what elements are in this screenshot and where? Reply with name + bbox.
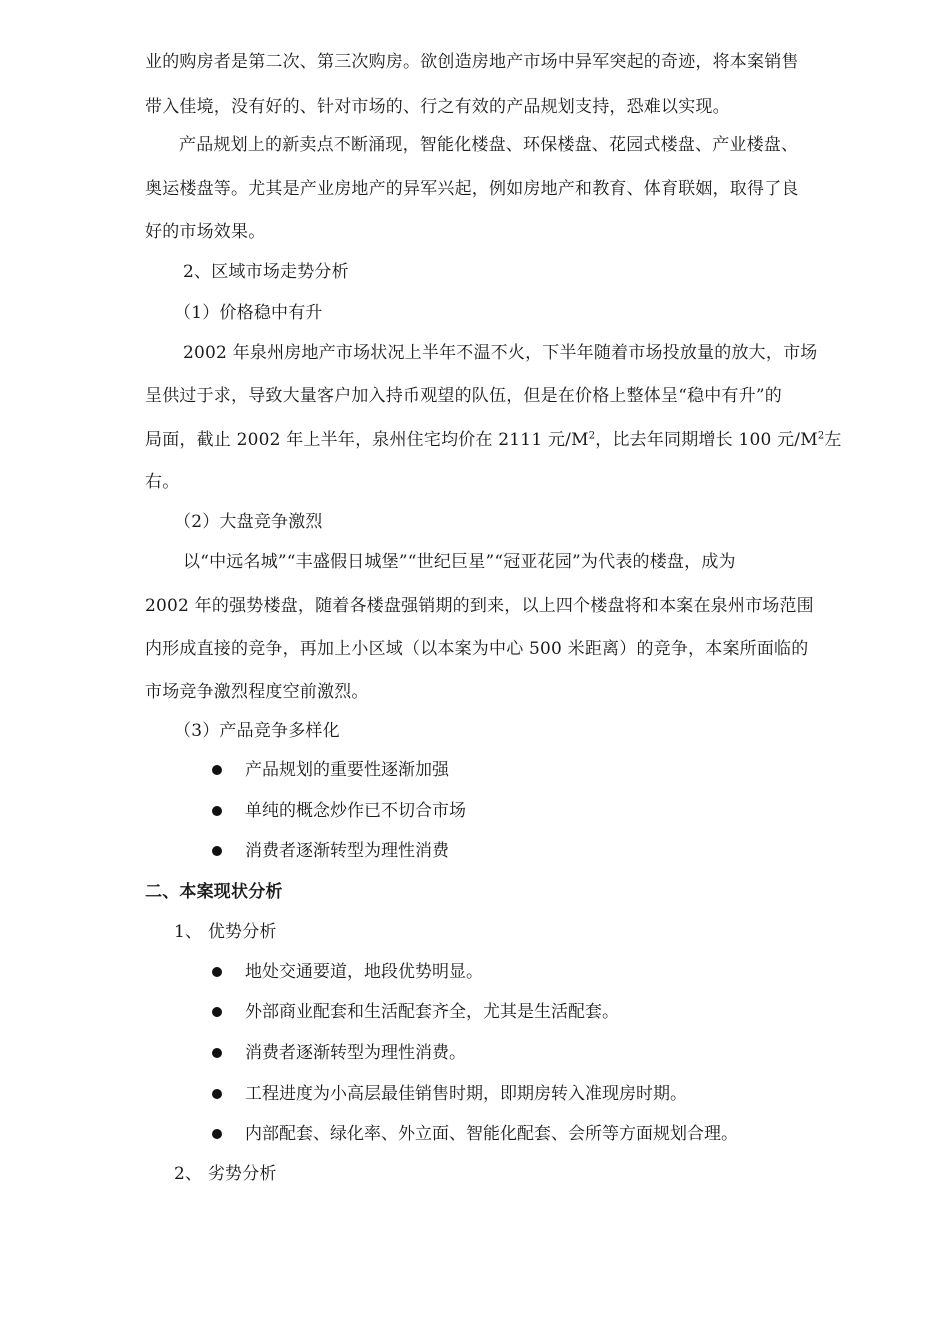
paragraph-line: 带入佳境，没有好的、针对市场的、行之有效的产品规划支持，恐难以实现。: [145, 97, 730, 117]
paragraph-line: 以“中远名城”“丰盛假日城堡”“世纪巨星”“冠亚花园”为代表的楼盘，成为: [183, 552, 736, 572]
list-item: [212, 758, 872, 782]
list-item: [212, 960, 872, 984]
bullet-icon: [212, 1007, 222, 1017]
text-run: ，比去年同期增长 100 元/M: [595, 430, 818, 450]
list-item-text: 消费者逐渐转型为理性消费: [245, 841, 449, 861]
bullet-icon: [212, 765, 222, 775]
paragraph-line: 产品规划上的新卖点不断涌现，智能化楼盘、环保楼盘、花园式楼盘、产业楼盘、: [179, 135, 799, 155]
list-item-text: 产品规划的重要性逐渐加强: [245, 760, 449, 780]
section-heading: 2、 劣势分析: [174, 1164, 277, 1184]
list-item-text: 单纯的概念炒作已不切合市场: [245, 801, 466, 821]
bullet-icon: [212, 1048, 222, 1058]
paragraph-line: 2002 年的强势楼盘，随着各楼盘强销期的到来，以上四个楼盘将和本案在泉州市场范围: [145, 596, 814, 616]
paragraph-line: 右。: [145, 472, 180, 492]
superscript: 2: [588, 430, 596, 442]
text-run: 局面，截止 2002 年上半年，泉州住宅均价在 2111 元/M: [145, 430, 589, 450]
paragraph-line: 奥运楼盘等。尤其是产业房地产的异军兴起，例如房地产和教育、体育联姻，取得了良: [145, 179, 799, 199]
paragraph-line: 呈供过于求，导致大量客户加入持币观望的队伍，但是在价格上整体呈“稳中有升”的: [145, 386, 782, 406]
paragraph-line: 2002 年泉州房地产市场状况上半年不温不火，下半年随着市场投放量的放大，市场: [183, 343, 818, 363]
list-item: [212, 799, 872, 823]
text-run: 左: [824, 430, 842, 450]
list-item: [212, 1082, 872, 1106]
list-item-text: 地处交通要道，地段优势明显。: [245, 962, 483, 982]
subsection-heading: （2）大盘竞争激烈: [174, 512, 323, 532]
list-item: [212, 839, 872, 863]
bullet-icon: [212, 967, 222, 977]
paragraph-line: 市场竞争激烈程度空前激烈。: [145, 682, 369, 702]
bullet-icon: [212, 846, 222, 856]
paragraph-line: 内形成直接的竞争，再加上小区域（以本案为中心 500 米距离）的竞争，本案所面临的: [145, 639, 809, 659]
list-item: [212, 1000, 872, 1024]
list-item-text: 消费者逐渐转型为理性消费。: [245, 1043, 466, 1063]
part-heading: 二、本案现状分析: [145, 882, 283, 902]
bullet-icon: [212, 1129, 222, 1139]
subsection-heading: （1）价格稳中有升: [174, 303, 323, 323]
paragraph-line: 业的购房者是第二次、第三次购房。欲创造房地产市场中异军突起的奇迹，将本案销售: [145, 52, 799, 72]
bullet-icon: [212, 1089, 222, 1099]
section-heading: 2、区域市场走势分析: [183, 262, 349, 282]
superscript: 2: [817, 430, 825, 442]
subsection-heading: （3）产品竞争多样化: [174, 721, 340, 741]
paragraph-line: [145, 428, 875, 452]
list-item-text: 外部商业配套和生活配套齐全，尤其是生活配套。: [245, 1002, 619, 1022]
section-heading: 1、 优势分析: [174, 922, 277, 942]
bullet-icon: [212, 806, 222, 816]
list-item-text: 工程进度为小高层最佳销售时期，即期房转入准现房时期。: [245, 1084, 687, 1104]
list-item: [212, 1041, 872, 1065]
paragraph-line: 好的市场效果。: [145, 222, 266, 242]
list-item: [212, 1122, 872, 1146]
list-item-text: 内部配套、绿化率、外立面、智能化配套、会所等方面规划合理。: [245, 1124, 738, 1144]
